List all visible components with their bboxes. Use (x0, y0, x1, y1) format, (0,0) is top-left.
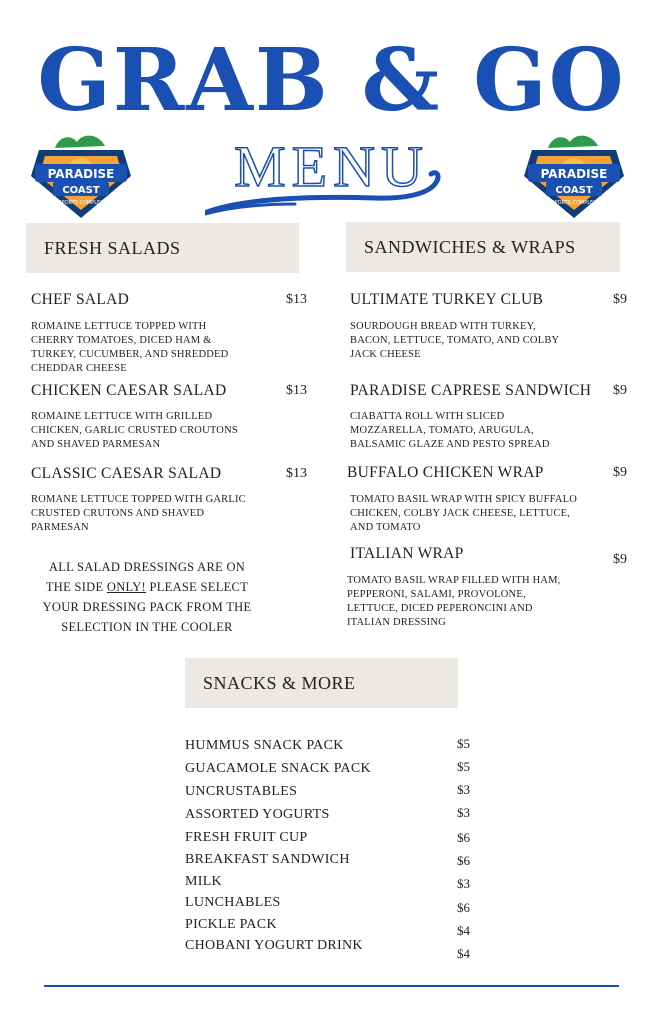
snack-item-price: $5 (457, 759, 470, 774)
section-heading-label: SANDWICHES & WRAPS (364, 236, 576, 257)
snack-item-price: $6 (457, 853, 470, 868)
section-heading-sandwiches (346, 222, 620, 272)
menu-item-name: ULTIMATE TURKEY CLUB (350, 291, 544, 308)
snack-item-name: PICKLE PACK (185, 917, 277, 932)
menu-item-name: ITALIAN WRAP (350, 545, 464, 562)
paradise-coast-logo-left (25, 130, 137, 222)
dressing-note (38, 557, 256, 637)
menu-item-name: PARADISE CAPRESE SANDWICH (350, 382, 592, 399)
dressing-note-emphasis: ONLY! (106, 580, 147, 594)
snack-item-price: $3 (457, 782, 470, 797)
menu-item-price: $9 (613, 552, 627, 567)
menu-item-name: CLASSIC CAESAR SALAD (31, 465, 222, 482)
snack-item-price: $5 (457, 736, 470, 751)
menu-item-description: ROMAINE LETTUCE WITH GRILLED CHICKEN, GARLIC CRUSTED CROUTONS AND SHAVED PARMESAN (31, 411, 238, 450)
menu-item-price: $13 (286, 466, 307, 481)
snack-item-name: GUACAMOLE SNACK PACK (185, 761, 371, 776)
paradise-coast-logo-right (518, 130, 630, 222)
snack-item-name: BREAKFAST SANDWICH (185, 852, 350, 867)
snack-item-name: MILK (185, 874, 222, 889)
snack-item-price: $3 (457, 805, 470, 820)
snack-item-name: UNCRUSTABLES (185, 784, 298, 799)
snack-item-name: LUNCHABLES (185, 895, 281, 910)
menu-item-description: ROMANE LETTUCE TOPPED WITH GARLIC CRUSTED CRUTONS AND SHAVED PARMESAN (31, 494, 246, 533)
menu-item-description: TOMATO BASIL WRAP FILLED WITH HAM, PEPPERONI, SALAMI, PROVOLONE, LETTUCE, DICED PEPERONCINI AND ITALIAN DRESSING (347, 575, 561, 628)
menu-item-price: $13 (286, 383, 307, 398)
menu-item-description: SOURDOUGH BREAD WITH TURKEY, BACON, LETTUCE, TOMATO, AND COLBY JACK CHEESE (350, 321, 559, 360)
logo-text: SPORTS COMPLEX (551, 200, 597, 206)
menu-subtitle: MENU (234, 134, 429, 199)
snack-item-price: $4 (457, 946, 470, 961)
menu-item-price: $13 (286, 292, 307, 307)
section-heading-label: SNACKS & MORE (203, 672, 356, 693)
logo-text: COAST (555, 185, 593, 196)
menu-title: GRAB & GO (37, 30, 626, 131)
logo-text: COAST (62, 185, 100, 196)
menu-item-description: ROMAINE LETTUCE TOPPED WITH CHERRY TOMATOES, DICED HAM & TURKEY, CUCUMBER, AND SHREDDED CHEDDAR CHEESE (31, 321, 229, 374)
logo-text: PARADISE (540, 167, 608, 181)
snack-item-name: HUMMUS SNACK PACK (185, 738, 344, 753)
menu-item-price: $9 (613, 292, 627, 307)
section-heading-label: FRESH SALADS (44, 237, 181, 258)
menu-item-name: BUFFALO CHICKEN WRAP (347, 464, 544, 481)
menu-item-price: $9 (613, 383, 627, 398)
section-heading-snacks (185, 658, 458, 708)
snack-item-name: ASSORTED YOGURTS (185, 807, 330, 822)
snack-item-price: $6 (457, 830, 470, 845)
snack-item-price: $4 (457, 923, 470, 938)
dressing-note-text: ALL SALAD DRESSINGS ARE ON THE SIDE (45, 560, 246, 594)
snack-item-price: $3 (457, 876, 470, 891)
swash-flourish (205, 168, 445, 220)
logo-text: SPORTS COMPLEX (58, 200, 104, 206)
menu-item-description: TOMATO BASIL WRAP WITH SPICY BUFFALO CHICKEN, COLBY JACK CHEESE, LETTUCE, AND TOMATO (350, 494, 578, 533)
dressing-note-text: PLEASE SELECT YOUR DRESSING PACK FROM THE SELECTION IN THE COOLER (42, 580, 252, 634)
menu-item-name: CHICKEN CAESAR SALAD (31, 382, 227, 399)
menu-item-price: $9 (613, 465, 627, 480)
logo-text: PARADISE (47, 167, 115, 181)
footer-rule (44, 985, 619, 987)
section-heading-salads (26, 223, 299, 273)
menu-item-name: CHEF SALAD (31, 291, 130, 308)
snack-item-name: FRESH FRUIT CUP (185, 830, 308, 845)
snack-item-name: CHOBANI YOGURT DRINK (185, 938, 363, 953)
snack-item-price: $6 (457, 900, 470, 915)
menu-item-description: CIABATTA ROLL WITH SLICED MOZZARELLA, TOMATO, ARUGULA, BALSAMIC GLAZE AND PESTO SPREAD (350, 411, 550, 450)
